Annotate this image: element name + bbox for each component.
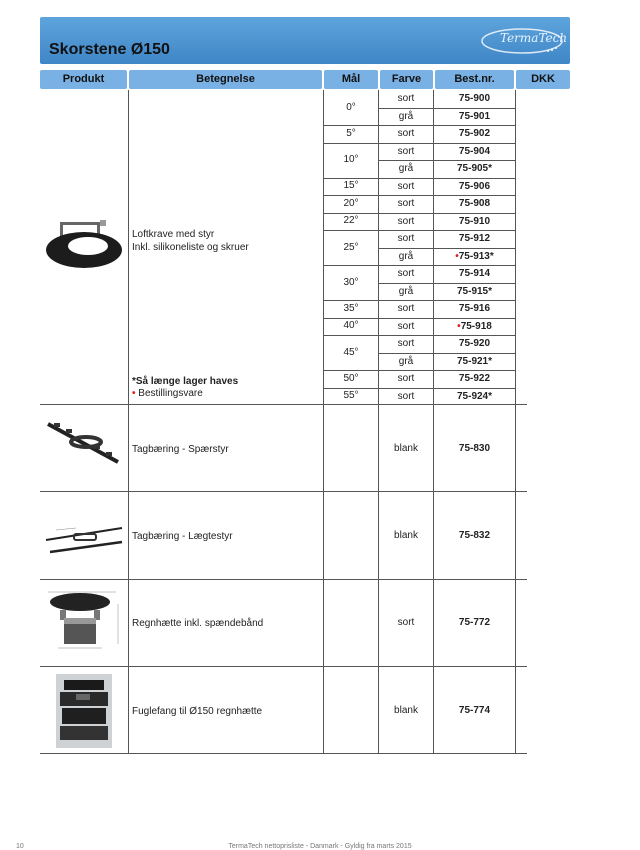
- order-number-cell: [434, 251, 515, 262]
- row-divider: [40, 753, 527, 754]
- row-divider: [323, 195, 515, 196]
- order-number-text: 75-918: [460, 321, 492, 332]
- order-number-cell: [434, 373, 515, 384]
- row-divider: [323, 265, 515, 266]
- rain-cap-icon: [44, 586, 124, 652]
- order-number-cell: [434, 146, 515, 157]
- ceiling-collar-icon: [42, 216, 126, 272]
- row-divider: [378, 283, 515, 284]
- red-dot-icon: •: [455, 251, 459, 262]
- color-cell: sort: [397, 216, 415, 227]
- product-name: Tagbæring - Lægtestyr: [132, 531, 233, 542]
- price-table: [40, 90, 527, 754]
- row-divider: [323, 143, 515, 144]
- order-number-text: 75-902: [458, 128, 491, 139]
- col-divider: [128, 90, 129, 754]
- color-cell: sort: [397, 233, 415, 244]
- order-number-cell: [434, 233, 515, 244]
- order-number-cell: [434, 268, 515, 279]
- loftkrave-name: Loftkrave med styr: [132, 229, 215, 240]
- stock-note: *Så længe lager haves: [132, 376, 239, 387]
- order-number-text: 75-912: [458, 233, 491, 244]
- termatech-logo: [480, 25, 568, 57]
- product-number: 75-832: [458, 530, 491, 541]
- color-cell: grå: [398, 163, 414, 174]
- color-cell: sort: [397, 128, 415, 139]
- color-cell: sort: [397, 198, 415, 209]
- order-number-cell: [434, 356, 515, 367]
- order-number-text: 75-901: [458, 111, 491, 122]
- angle-cell: 22°: [343, 215, 359, 226]
- order-item-note: [132, 387, 203, 400]
- row-divider: [323, 230, 515, 231]
- batten-bracket-icon: [42, 520, 126, 560]
- order-number-cell: [434, 338, 515, 349]
- row-divider: [323, 178, 515, 179]
- order-number-text: 75-915*: [456, 286, 493, 297]
- order-number-cell: [434, 181, 515, 192]
- angle-cell: 25°: [343, 242, 359, 253]
- row-divider: [323, 318, 515, 319]
- order-number-cell: [434, 303, 515, 314]
- color-cell: sort: [397, 93, 415, 104]
- order-number-cell: [434, 128, 515, 139]
- col-header-bestnr: Best.nr.: [435, 70, 514, 89]
- row-divider: [40, 579, 527, 580]
- order-number-text: 75-905*: [456, 163, 493, 174]
- angle-cell: 40°: [343, 320, 359, 331]
- color-cell: sort: [397, 321, 415, 332]
- row-divider: [323, 370, 515, 371]
- order-number-text: 75-921*: [456, 356, 493, 367]
- row-divider: [323, 335, 515, 336]
- loftkrave-description: [132, 228, 249, 254]
- order-number-text: 75-900: [458, 93, 491, 104]
- angle-cell: 50°: [343, 373, 359, 384]
- angle-cell: 20°: [343, 198, 359, 209]
- order-number-text: 75-924*: [456, 391, 493, 402]
- red-dot-icon: •: [457, 321, 461, 332]
- logo-text: TermaTech: [500, 31, 568, 45]
- angle-cell: 35°: [343, 303, 359, 314]
- product-number: 75-830: [458, 443, 491, 454]
- row-divider: [378, 160, 515, 161]
- angle-cell: 45°: [343, 347, 359, 358]
- color-cell: grå: [398, 286, 414, 297]
- section-header: [40, 17, 570, 64]
- order-item-label: Bestillingsvare: [138, 388, 203, 399]
- col-header-farve: Farve: [380, 70, 433, 89]
- order-number-cell: [434, 198, 515, 209]
- order-number-text: 75-914: [458, 268, 491, 279]
- color-cell: sort: [397, 146, 415, 157]
- color-cell: sort: [397, 338, 415, 349]
- order-number-cell: [434, 321, 515, 332]
- loftkrave-subtitle: Inkl. silikoneliste og skruer: [132, 242, 249, 253]
- bird-guard-icon: [56, 674, 112, 748]
- product-number: 75-774: [458, 705, 491, 716]
- rafter-bracket-icon: [44, 420, 122, 466]
- col-header-maal: Mål: [324, 70, 378, 89]
- angle-cell: 5°: [346, 128, 356, 139]
- order-number-text: 75-916: [458, 303, 491, 314]
- col-header-produkt: Produkt: [40, 70, 127, 89]
- row-divider: [40, 491, 527, 492]
- angle-cell: 15°: [343, 180, 359, 191]
- product-color: blank: [394, 530, 418, 541]
- order-number-text: 75-910: [458, 216, 491, 227]
- row-divider: [323, 125, 515, 126]
- row-divider: [40, 404, 527, 405]
- row-divider: [378, 248, 515, 249]
- page-title: Skorstene Ø150: [49, 41, 170, 58]
- order-number-text: 75-913*: [458, 251, 494, 262]
- col-divider: [515, 90, 516, 754]
- order-number-cell: [434, 391, 515, 402]
- order-number-cell: [434, 286, 515, 297]
- color-cell: grå: [398, 251, 414, 262]
- color-cell: sort: [397, 391, 415, 402]
- product-color: sort: [397, 617, 415, 628]
- angle-cell: 10°: [343, 154, 359, 165]
- order-number-cell: [434, 163, 515, 174]
- color-cell: sort: [397, 181, 415, 192]
- order-number-text: 75-906: [458, 181, 491, 192]
- angle-cell: 30°: [343, 277, 359, 288]
- order-number-cell: [434, 93, 515, 104]
- color-cell: sort: [397, 373, 415, 384]
- footer-text: TermaTech nettoprisliste - Danmark - Gyldig fra marts 2015: [228, 843, 412, 850]
- product-color: blank: [394, 443, 418, 454]
- angle-cell: 55°: [343, 390, 359, 401]
- row-divider: [378, 353, 515, 354]
- order-number-text: 75-922: [458, 373, 491, 384]
- color-cell: grå: [398, 111, 414, 122]
- angle-cell: 0°: [346, 102, 356, 113]
- order-number-text: 75-904: [458, 146, 491, 157]
- product-name: Fuglefang til Ø150 regnhætte: [132, 706, 263, 717]
- color-cell: sort: [397, 303, 415, 314]
- row-divider: [378, 108, 515, 109]
- row-divider: [323, 300, 515, 301]
- color-cell: sort: [397, 268, 415, 279]
- page-number: 10: [16, 843, 24, 850]
- red-dot-icon: •: [132, 388, 136, 399]
- color-cell: grå: [398, 356, 414, 367]
- order-number-text: 75-908: [458, 198, 491, 209]
- row-divider: [323, 213, 515, 214]
- col-header-betegnelse: Betegnelse: [129, 70, 322, 89]
- order-number-cell: [434, 216, 515, 227]
- col-header-dkk: DKK: [516, 70, 570, 89]
- product-color: blank: [394, 705, 418, 716]
- order-number-text: 75-920: [458, 338, 491, 349]
- product-name: Regnhætte inkl. spændebånd: [132, 618, 264, 629]
- row-divider: [323, 388, 515, 389]
- product-name: Tagbæring - Spærstyr: [132, 444, 229, 455]
- order-number-cell: [434, 111, 515, 122]
- row-divider: [40, 666, 527, 667]
- product-number: 75-772: [458, 617, 491, 628]
